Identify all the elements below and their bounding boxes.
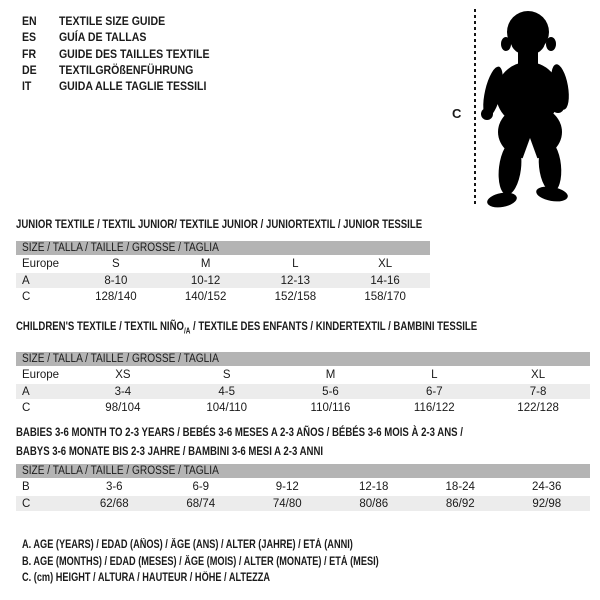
row-label: C [22, 497, 31, 510]
size-grid [16, 352, 590, 416]
table-cell: 122/128 [517, 402, 559, 415]
table-cell: 140/152 [184, 291, 227, 303]
legend-line-c: C. (cm) HEIGHT / ALTURA / HAUTEUR / HÖHE / ALTEZZA [22, 572, 271, 584]
language-title-block [22, 13, 235, 94]
language-code: IT [22, 79, 32, 94]
row-label: A [22, 385, 30, 398]
row-label: B [22, 481, 30, 493]
legend-line-a: A. AGE (YEARS) / EDAD (AÑOS) / ÂGE (ANS) / ALTER (JAHRE) / ETÀ (ANNI) [22, 539, 353, 551]
table-cell: 152/158 [274, 291, 317, 303]
row-label: Europe [22, 369, 60, 382]
table-cell: XS [115, 369, 131, 382]
table-cell: 6-9 [192, 481, 210, 493]
table-cell: 92/98 [532, 497, 562, 510]
table-row [16, 478, 590, 495]
table-cell: 3-6 [105, 481, 123, 493]
table-cell: 80/86 [359, 497, 389, 510]
table-row [16, 366, 590, 383]
table-cell: S [222, 369, 231, 382]
table-title: CHILDREN'S TEXTILE / TEXTIL $NIÑO_{/A}$ / TEXTILE DES ENFANTS / KINDERTEXTIL / BAMBINI TESSILE [16, 319, 478, 336]
table-cell: M [200, 258, 211, 270]
size-grid-header: SIZE / TALLA / TAILLE / GRÖSSE / TAGLIA [16, 241, 430, 255]
table-cell: 104/110 [206, 402, 248, 415]
table-cell: 62/68 [99, 497, 129, 510]
size-grid [16, 464, 590, 511]
language-label: TEXTILE SIZE GUIDE [58, 14, 166, 28]
language-code: DE [22, 62, 37, 77]
legend-line-b: B. AGE (MONTHS) / EDAD (MESES) / ÂGE (MOIS) / ALTER (MONATE) / ETÀ (MESI) [22, 555, 379, 568]
table-cell: 110/116 [310, 402, 351, 415]
row-label: C [22, 291, 31, 303]
table-cell: 158/170 [364, 291, 406, 303]
language-code: FR [22, 46, 37, 61]
babies-size-table [16, 423, 590, 511]
language-row-de [22, 62, 235, 78]
table-row [16, 255, 430, 272]
table-cell: 14-16 [370, 274, 400, 287]
size-grid-header: SIZE / TALLA / TAILLE / GRÖSSE / TAGLIA [16, 464, 590, 478]
table-cell: S [112, 258, 120, 270]
language-row-it [22, 78, 235, 94]
junior-size-table [16, 215, 430, 305]
row-label: A [22, 274, 30, 287]
language-row-fr [22, 46, 235, 62]
size-grid-header: SIZE / TALLA / TAILLE / GRÖSSE / TAGLIA [16, 352, 590, 366]
table-cell: 98/104 [105, 402, 141, 415]
table-cell: 5-6 [322, 385, 339, 398]
language-label: GUÍA DE TALLAS [58, 30, 147, 45]
table-title: JUNIOR TEXTILE / TEXTIL JUNIOR/ TEXTILE JUNIOR / JUNIORTEXTIL / JUNIOR TESSILE [16, 217, 423, 231]
table-row [16, 288, 430, 305]
measurement-legend [22, 537, 468, 587]
language-row-en [22, 13, 235, 29]
table-cell: 128/140 [95, 291, 137, 303]
table-cell: XL [378, 258, 393, 270]
row-label: C [22, 402, 31, 415]
table-cell: 12-18 [359, 481, 389, 493]
table-row [16, 399, 590, 416]
table-cell: 74/80 [272, 497, 302, 510]
language-label: GUIDA ALLE TAGLIE TESSILI [58, 79, 207, 94]
table-title: BABIES 3-6 MONTH TO 2-3 YEARS / BEBÉS 3-6 MESES A 2-3 AÑOS / BÉBÉS 3-6 MOIS À 2-3 ANS / BABYS 3-6 MONATE BIS 2-3 JAHRE / BAMBINI 3-6 MESI A 2-3 ANNI [16, 425, 463, 458]
table-cell: L [431, 369, 438, 382]
table-cell: 12-13 [280, 274, 311, 287]
language-row-es [22, 29, 235, 45]
size-grid [16, 241, 430, 305]
table-cell: 9-12 [275, 481, 299, 493]
language-label: GUIDE DES TAILLES TEXTILE [58, 46, 210, 61]
children-size-table [16, 317, 590, 416]
table-row [16, 495, 590, 512]
language-code: ES [22, 30, 37, 45]
row-label: Europe [22, 258, 60, 270]
height-measure-label: C [452, 106, 462, 121]
table-cell: XL [531, 369, 546, 382]
baby-silhouette-icon [470, 8, 575, 208]
table-cell: 3-4 [114, 385, 132, 398]
table-cell: L [292, 258, 299, 270]
language-label: TEXTILGRÖßENFÜHRUNG [58, 62, 194, 77]
table-cell: 18-24 [445, 481, 475, 493]
table-row [16, 272, 430, 289]
table-cell: 68/74 [186, 497, 216, 510]
table-cell: 8-10 [104, 274, 128, 287]
table-cell: 6-7 [425, 385, 443, 398]
table-cell: 24-36 [532, 481, 562, 493]
subscript-a: /A [183, 326, 191, 336]
table-cell: M [325, 369, 336, 382]
language-code: EN [22, 14, 37, 28]
table-cell: 86/92 [445, 497, 475, 510]
table-cell: 4-5 [218, 385, 235, 398]
table-cell: 7-8 [529, 385, 547, 398]
table-cell: 10-12 [190, 274, 221, 287]
table-cell: 116/122 [413, 402, 455, 415]
table-row [16, 383, 590, 400]
